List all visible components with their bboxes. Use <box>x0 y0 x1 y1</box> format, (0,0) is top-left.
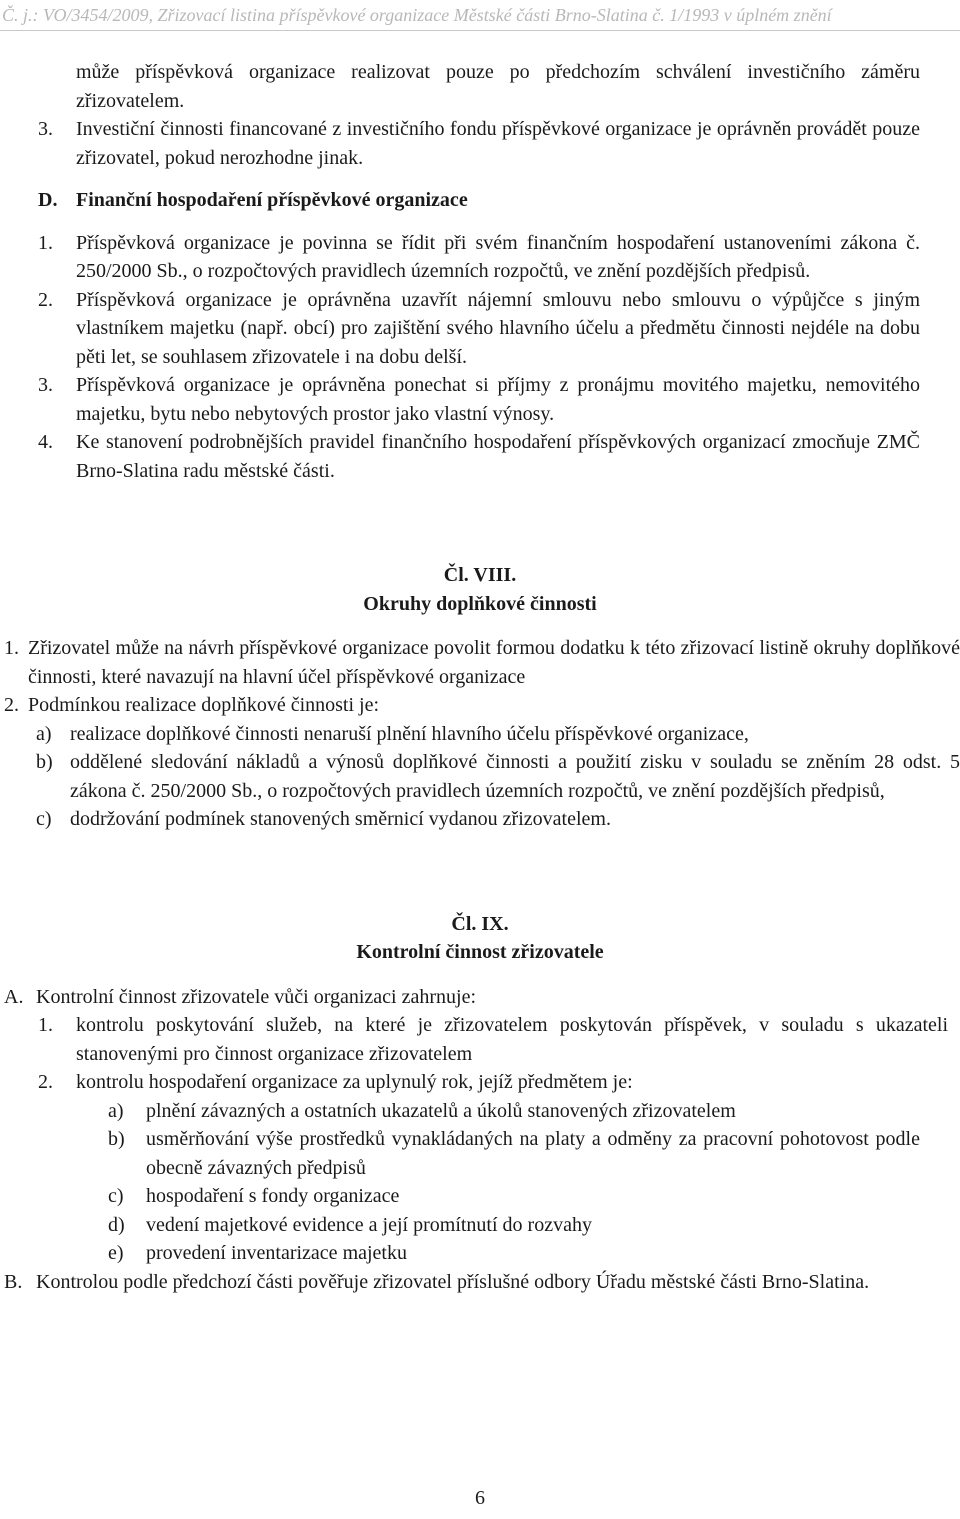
article-8-item <box>0 634 960 691</box>
article-8-subitem <box>0 748 960 805</box>
article-9-subitem <box>0 1125 960 1182</box>
item-number: 1. <box>38 1014 53 1036</box>
article-8-number: Čl. VIII. <box>443 564 517 586</box>
subitem-label: a) <box>108 1099 124 1122</box>
section-d-heading <box>0 186 960 215</box>
part-text: Kontrolní činnost zřizovatele vůči organizaci zahrnuje: <box>36 985 477 1008</box>
part-text: Kontrolou podle předchozí části pověřuje zřizovatel příslušné odbory Úřadu městské části Brno-Slatina. <box>36 1270 870 1293</box>
item-text: Příspěvková organizace je povinna se řídit při svém finančním hospodaření ustanoveními zákona č. 250/2000 Sb., o rozpočtových pravidlech územních rozpočtů, ve znění pozdějších předpisů. <box>76 231 920 282</box>
item-text: kontrolu hospodaření organizace za uplynulý rok, jejíž předmětem je: <box>76 1071 633 1093</box>
article-8-subitem <box>0 805 960 834</box>
subitem-label: c) <box>108 1185 124 1207</box>
subitem-label: d) <box>108 1213 125 1236</box>
article-8-item <box>0 691 960 720</box>
item-number: 4. <box>38 431 53 453</box>
article-9-number: Čl. IX. <box>451 912 509 935</box>
item-number: 1. <box>4 637 19 659</box>
item-number: 2. <box>38 1071 53 1093</box>
subitem-label: a) <box>36 722 52 745</box>
item-text: Podmínkou realizace doplňkové činnosti je: <box>28 694 380 716</box>
section-d-item <box>0 286 960 372</box>
item-number: 3. <box>38 374 53 396</box>
item-text: Příspěvková organizace je oprávněna uzavřít nájemní smlouvu nebo smlouvu o výpůjčce s jiným vlastníkem majetku (např. obcí) pro zajištění svého hlavního účelu a předmětu činnosti nejdéle na dobu pěti let, se souhlasem zřizovatele i na dobu delší. <box>76 288 920 368</box>
item-number: 2. <box>4 694 19 716</box>
item-text: kontrolu poskytování služeb, na které je zřizovatelem poskytován příspěvek, v souladu s ukazateli stanovenými pro činnost organizace zřizovatelem <box>76 1014 948 1065</box>
item-number: 3. <box>38 118 53 140</box>
subitem-text: vedení majetkové evidence a její promítnutí do rozvahy <box>146 1213 592 1236</box>
item-text: Investiční činnosti financované z investičního fondu příspěvkové organizace je oprávněn provádět pouze zřizovatel, pokud nerozhodne jinak. <box>76 118 920 169</box>
item-text: Ke stanovení podrobnějších pravidel finančního hospodaření příspěvkových organizací zmocňuje ZMČ Brno-Slatina radu městské části. <box>76 431 920 482</box>
section-d-item <box>0 371 960 428</box>
subitem-text: dodržování podmínek stanovených směrnicí vydanou zřizovatelem. <box>70 808 611 830</box>
item-text: Zřizovatel může na návrh příspěvkové organizace povolit formou dodatku k této zřizovací listině okruhy doplňkové činnosti, které navazují na hlavní účel příspěvkové organizace <box>28 637 960 688</box>
page-header: Č. j.: VO/3454/2009, Zřizovací listina příspěvkové organizace Městské části Brno-Slatina č. 1/1993 v úplném znění <box>0 2 960 31</box>
item-text: Příspěvková organizace je oprávněna ponechat si příjmy z pronájmu movitého majetku, nemovitého majetku, bytu nebo nebytových prostor jako vlastní výnosy. <box>76 374 920 425</box>
article-8-subitem <box>0 720 960 749</box>
subitem-text: hospodaření s fondy organizace <box>146 1185 400 1207</box>
subitem-text: oddělené sledování nákladů a výnosů doplňkové činnosti a použití zisku v souladu se zněním 28 odst. 5 zákona č. 250/2000 Sb., o rozpočtových pravidlech územních rozpočtů, ve znění pozdějších předpisů, <box>70 751 960 802</box>
article-9-part-b <box>0 1268 960 1297</box>
subitem-text: realizace doplňkové činnosti nenaruší plnění hlavního účelu příspěvkové organizace, <box>70 722 749 745</box>
section-title: Finanční hospodaření příspěvkové organizace <box>76 189 468 211</box>
investment-item-3 <box>0 115 960 172</box>
article-9-subitem <box>0 1239 960 1268</box>
subitem-label: b) <box>108 1128 125 1150</box>
item-number: 2. <box>38 288 53 311</box>
subitem-text: provedení inventarizace majetku <box>146 1242 407 1264</box>
article-8-title: Okruhy doplňkové činnosti <box>363 592 597 615</box>
article-9-subitem <box>0 1097 960 1126</box>
item-number: 1. <box>38 231 53 254</box>
subitem-text: usměrňování výše prostředků vynakládaných na platy a odměny za pracovní pohotovost podle obecně závazných předpisů <box>146 1128 920 1179</box>
article-9-subitem <box>0 1182 960 1211</box>
article-9-item <box>0 1068 960 1097</box>
subitem-label: e) <box>108 1242 124 1264</box>
continuation-paragraph: může příspěvková organizace realizovat pouze po předchozím schválení investičního záměru zřizovatelem. <box>76 61 920 112</box>
section-d-item <box>0 428 960 485</box>
subitem-label: c) <box>36 808 52 830</box>
article-9-part-a <box>0 983 960 1012</box>
page-number: 6 <box>475 1487 485 1509</box>
subitem-label: b) <box>36 751 53 773</box>
article-9-item <box>0 1011 960 1068</box>
section-d-item <box>0 229 960 286</box>
part-label: B. <box>4 1270 23 1293</box>
document-body <box>0 58 960 1296</box>
section-label: D. <box>38 189 58 211</box>
article-9-subitem <box>0 1211 960 1240</box>
part-label: A. <box>4 985 24 1008</box>
article-9-title: Kontrolní činnost zřizovatele <box>356 941 604 963</box>
subitem-text: plnění závazných a ostatních ukazatelů a úkolů stanovených zřizovatelem <box>146 1099 736 1122</box>
